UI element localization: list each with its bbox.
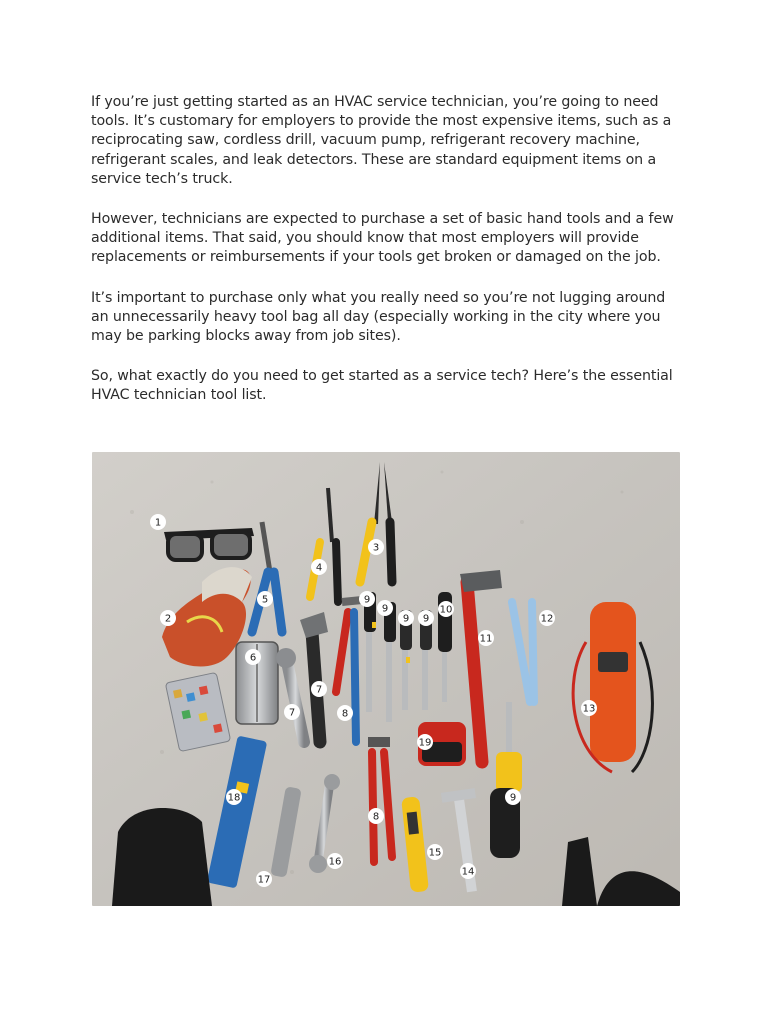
svg-text:1: 1 bbox=[154, 517, 162, 529]
article-body bbox=[91, 93, 683, 427]
marker-7a bbox=[284, 704, 300, 720]
svg-text:9: 9 bbox=[509, 792, 517, 804]
svg-text:8: 8 bbox=[341, 708, 349, 720]
marker-9b bbox=[377, 600, 393, 616]
marker-9d bbox=[418, 610, 434, 626]
marker-8b bbox=[368, 808, 384, 824]
svg-text:13: 13 bbox=[582, 703, 596, 715]
tool-bag bbox=[112, 808, 212, 906]
marker-2 bbox=[160, 610, 176, 626]
svg-text:7: 7 bbox=[288, 707, 296, 719]
marker-7b bbox=[311, 681, 327, 697]
svg-text:5: 5 bbox=[261, 594, 269, 606]
svg-text:7: 7 bbox=[315, 684, 323, 696]
paragraph-tool-list: So, what exactly do you need to get started as a service tech? Here’s the essential HVAC technician tool list. bbox=[91, 368, 673, 404]
svg-text:6: 6 bbox=[249, 652, 257, 664]
hvac-tools-photo bbox=[92, 452, 680, 906]
svg-text:12: 12 bbox=[540, 613, 554, 625]
marker-9e bbox=[505, 789, 521, 805]
marker-11 bbox=[478, 630, 494, 646]
tools-illustration bbox=[92, 452, 680, 906]
svg-text:18: 18 bbox=[227, 792, 241, 804]
marker-17 bbox=[256, 871, 272, 887]
paragraph-tool-bag: It’s important to purchase only what you really need so you’re not lugging around an unnecessarily heavy tool bag all day (especially working in the city where you may be parking blocks away from job sites). bbox=[91, 289, 666, 345]
svg-text:2: 2 bbox=[164, 613, 172, 625]
svg-text:11: 11 bbox=[479, 633, 493, 645]
paragraph-hand-tools: However, technicians are expected to purchase a set of basic hand tools and a few additional items. That said, you should know that most employers will provide replacements or reimbursements if your tools get broken or damaged on the job. bbox=[91, 211, 674, 266]
marker-4 bbox=[311, 559, 327, 575]
marker-9a bbox=[359, 591, 375, 607]
svg-text:9: 9 bbox=[363, 594, 371, 606]
svg-text:9: 9 bbox=[422, 613, 430, 625]
svg-text:14: 14 bbox=[461, 866, 475, 878]
marker-5 bbox=[257, 591, 273, 607]
svg-text:9: 9 bbox=[381, 603, 389, 615]
svg-text:9: 9 bbox=[402, 613, 410, 625]
marker-10 bbox=[438, 601, 454, 617]
svg-text:8: 8 bbox=[372, 811, 380, 823]
marker-14 bbox=[460, 863, 476, 879]
svg-text:16: 16 bbox=[328, 856, 342, 868]
svg-text:17: 17 bbox=[257, 874, 271, 886]
marker-19 bbox=[417, 734, 433, 750]
marker-8a bbox=[337, 705, 353, 721]
marker-1 bbox=[150, 514, 166, 530]
marker-18 bbox=[226, 789, 242, 805]
marker-13 bbox=[581, 700, 597, 716]
svg-text:19: 19 bbox=[418, 737, 432, 749]
marker-3 bbox=[368, 539, 384, 555]
svg-text:3: 3 bbox=[372, 542, 380, 554]
svg-text:15: 15 bbox=[428, 847, 442, 859]
svg-text:10: 10 bbox=[439, 604, 453, 616]
paragraph-intro: If you’re just getting started as an HVAC service technician, you’re going to need tools. It’s customary for employers to provide the most expensive items, such as a reciprocating saw, cordless drill, vacuum pump, refrigerant recovery machine, refrigerant scales, and leak detectors. These are standard equipment items on a service tech’s truck. bbox=[91, 94, 672, 187]
svg-text:9 bbox=[92, 452, 95, 455]
marker-6 bbox=[245, 649, 261, 665]
marker-15 bbox=[427, 844, 443, 860]
marker-16 bbox=[327, 853, 343, 869]
marker-12 bbox=[539, 610, 555, 626]
marker-9c bbox=[398, 610, 414, 626]
svg-text:4: 4 bbox=[315, 562, 323, 574]
